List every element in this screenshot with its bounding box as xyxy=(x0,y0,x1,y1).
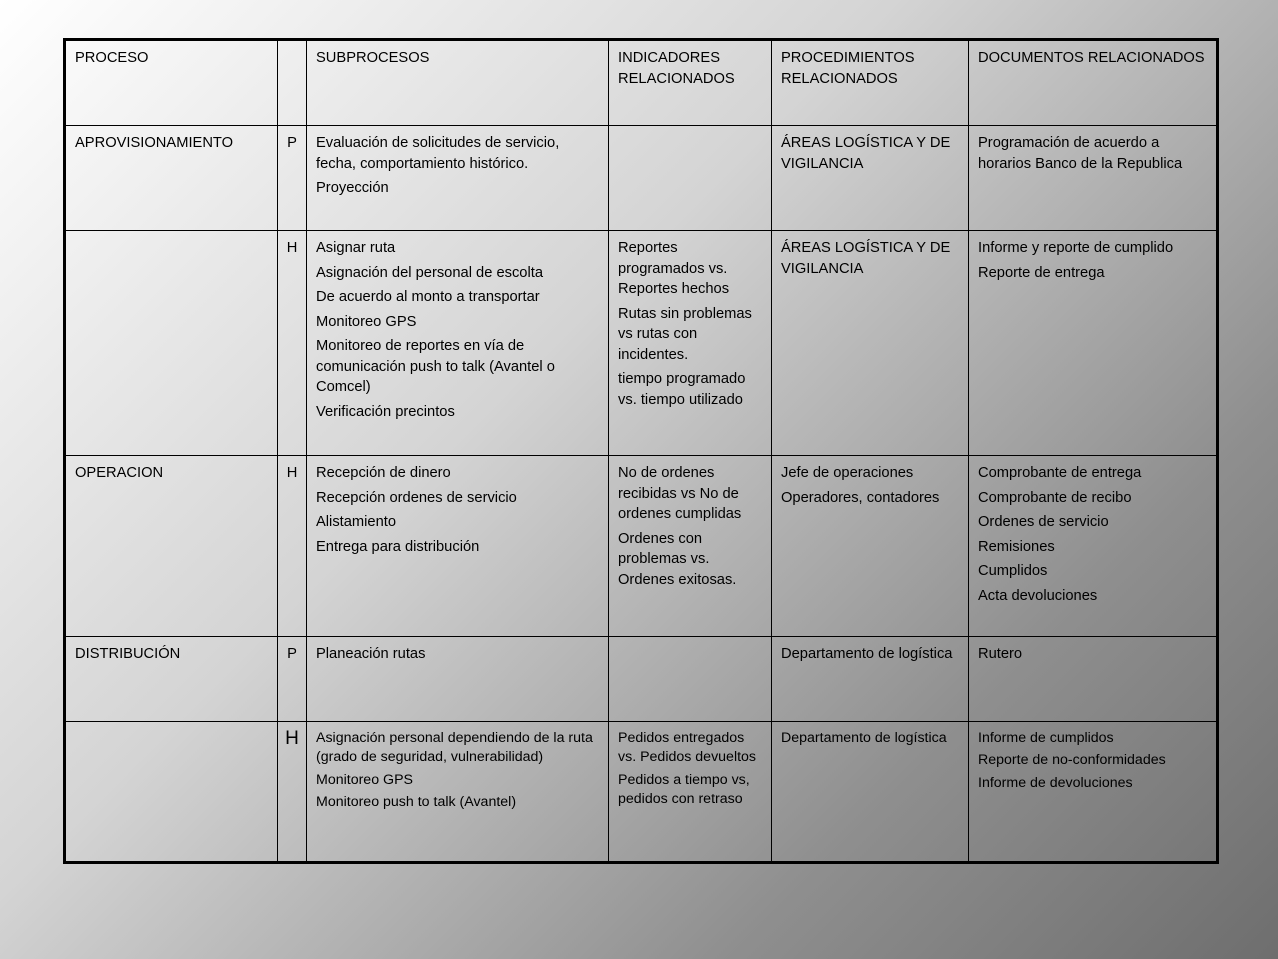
documentos-cell xyxy=(969,456,1218,637)
process-table xyxy=(63,38,1219,864)
proceso-cell: APROVISIONAMIENTO xyxy=(65,126,278,231)
header-proceso: PROCESO xyxy=(65,40,278,126)
indicadores-cell xyxy=(609,722,772,863)
cell-line: Informe de cumplidos xyxy=(978,730,1114,746)
cell-line: Informe y reporte de cumplido xyxy=(978,240,1174,256)
cell-line: Comprobante de entrega xyxy=(978,465,1142,481)
proceso-cell: OPERACION xyxy=(65,456,278,637)
subprocesos-cell xyxy=(307,231,609,456)
cell-line: Reporte de entrega xyxy=(978,264,1105,281)
cell-line: Monitoreo de reportes en vía de comunicación push to talk (Avantel o Comcel) xyxy=(316,338,555,395)
cell-line: De acuerdo al monto a transportar xyxy=(316,289,540,305)
cell-line: Entrega para distribución xyxy=(316,538,480,555)
indicadores-cell xyxy=(609,231,772,456)
documentos-cell xyxy=(969,126,1218,231)
cell-line: Programación de acuerdo a horarios Banco de la Republica xyxy=(978,135,1183,172)
subprocesos-cell xyxy=(307,456,609,637)
cell-line: tiempo programado vs. tiempo utilizado xyxy=(618,371,746,408)
proceso-cell xyxy=(65,231,278,456)
table-row xyxy=(65,126,1218,231)
phase-flag-cell: H xyxy=(278,456,307,637)
table-row xyxy=(65,637,1218,722)
cell-line: Pedidos a tiempo vs, pedidos con retraso xyxy=(618,771,750,807)
table-row xyxy=(65,722,1218,863)
cell-line: Recepción ordenes de servicio xyxy=(316,489,517,506)
phase-flag-cell: P xyxy=(278,126,307,231)
table-header-row xyxy=(65,40,1218,126)
header-indicadores: INDICADORES RELACIONADOS xyxy=(609,40,772,126)
subprocesos-cell xyxy=(307,637,609,722)
procedimientos-cell xyxy=(772,456,969,637)
procedimientos-cell xyxy=(772,126,969,231)
procedimientos-cell xyxy=(772,722,969,863)
cell-line: ÁREAS LOGÍSTICA Y DE VIGILANCIA xyxy=(781,240,951,277)
cell-line: Asignación del personal de escolta xyxy=(316,264,543,281)
table-row xyxy=(65,456,1218,637)
cell-line: Pedidos entregados vs. Pedidos devueltos xyxy=(618,730,757,766)
cell-line: Recepción de dinero xyxy=(316,465,451,481)
cell-line: Planeación rutas xyxy=(316,646,426,662)
cell-line: Evaluación de solicitudes de servicio, fecha, comportamiento histórico. xyxy=(316,135,560,172)
cell-line: Monitoreo GPS xyxy=(316,313,417,330)
header-procedimientos: PROCEDIMIENTOS RELACIONADOS xyxy=(772,40,969,126)
indicadores-cell xyxy=(609,637,772,722)
documentos-cell xyxy=(969,722,1218,863)
cell-line: Ordenes con problemas vs. Ordenes exitosas. xyxy=(618,530,737,588)
cell-line: Ordenes de servicio xyxy=(978,514,1109,530)
table-row xyxy=(65,231,1218,456)
cell-line: Monitoreo GPS xyxy=(316,771,413,788)
cell-line: Monitoreo push to talk (Avantel) xyxy=(316,793,517,810)
proceso-cell xyxy=(65,722,278,863)
header-documentos: DOCUMENTOS RELACIONADOS xyxy=(969,40,1218,126)
phase-flag-cell: H xyxy=(278,231,307,456)
subprocesos-cell xyxy=(307,722,609,863)
cell-line: Acta devoluciones xyxy=(978,587,1098,604)
indicadores-cell xyxy=(609,126,772,231)
cell-line: Departamento de logística xyxy=(781,646,953,662)
cell-line: Verificación precintos xyxy=(316,403,455,420)
cell-line: Asignación personal dependiendo de la ruta (grado de seguridad, vulnerabilidad) xyxy=(316,730,593,766)
phase-flag-cell: P xyxy=(278,637,307,722)
cell-line: Informe de devoluciones xyxy=(978,774,1133,791)
subprocesos-cell xyxy=(307,126,609,231)
indicadores-cell xyxy=(609,456,772,637)
header-subprocesos: SUBPROCESOS xyxy=(307,40,609,126)
cell-line: Cumplidos xyxy=(978,563,1048,579)
cell-line: Comprobante de recibo xyxy=(978,489,1132,506)
cell-line: Rutero xyxy=(978,646,1023,662)
cell-line: ÁREAS LOGÍSTICA Y DE VIGILANCIA xyxy=(781,135,951,172)
phase-flag-cell: H xyxy=(278,722,307,863)
procedimientos-cell xyxy=(772,231,969,456)
cell-line: No de ordenes recibidas vs No de ordenes cumplidas xyxy=(618,465,742,522)
proceso-cell: DISTRIBUCIÓN xyxy=(65,637,278,722)
documentos-cell xyxy=(969,231,1218,456)
cell-line: Proyección xyxy=(316,180,389,196)
procedimientos-cell xyxy=(772,637,969,722)
header-flag xyxy=(278,40,307,126)
cell-line: Remisiones xyxy=(978,538,1055,555)
cell-line: Asignar ruta xyxy=(316,240,396,256)
cell-line: Departamento de logística xyxy=(781,730,947,746)
cell-line: Jefe de operaciones xyxy=(781,465,914,481)
cell-line: Alistamiento xyxy=(316,514,396,530)
documentos-cell xyxy=(969,637,1218,722)
cell-line: Reporte de no-conformidades xyxy=(978,752,1166,769)
cell-line: Reportes programados vs. Reportes hechos xyxy=(618,240,730,297)
cell-line: Operadores, contadores xyxy=(781,489,940,506)
cell-line: Rutas sin problemas vs rutas con incidentes. xyxy=(618,305,752,363)
